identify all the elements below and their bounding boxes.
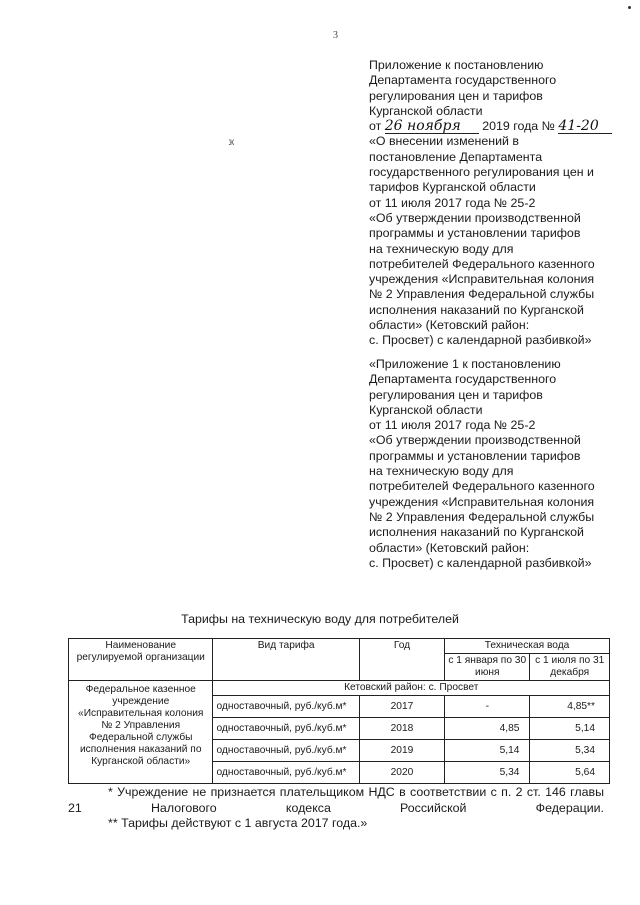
handwritten-date: 26 ноября [384, 118, 461, 135]
subject-line: с. Просвет) с календарной разбивкой» [369, 333, 592, 348]
header-technical-water: Техническая вода [445, 639, 610, 654]
scan-mark: :к [228, 137, 234, 148]
period-2-cell: 5,14 [530, 718, 610, 740]
appendix-line: «Приложение 1 к постановлению [369, 357, 561, 371]
subject-line: тарифов Курганской области [369, 180, 536, 195]
year-cell: 2019 [359, 740, 444, 762]
appendix-line: № 2 Управления Федеральной службы [369, 509, 595, 524]
resolution-header [369, 58, 631, 349]
date-suffix: 2019 года № [482, 119, 555, 134]
tariff-kind-cell: одноставочный, руб./куб.м* [213, 718, 359, 740]
period-2-cell: 5,64 [530, 762, 610, 784]
appendix-line: программы и установлении тарифов [369, 448, 581, 463]
header-year: Год [359, 639, 444, 681]
appendix-line: с. Просвет) с календарной разбивкой» [369, 555, 592, 570]
appendix-line: области» (Кетовский район: [369, 540, 530, 555]
region-label: Кетовский район: с. Просвет [213, 681, 610, 696]
tariffs-table [68, 638, 610, 784]
subject-line: государственного регулирования цен и [369, 165, 594, 180]
header-period-2: с 1 июля по 31 декабря [530, 654, 610, 681]
appendix-line: Курганской области [369, 402, 483, 417]
year-cell: 2017 [359, 696, 444, 718]
date-prefix: от [369, 119, 382, 134]
page-number: 3 [333, 30, 338, 41]
table-header-row [69, 639, 610, 654]
appendix-line: от 11 июля 2017 года № 25-2 [369, 418, 536, 433]
header-period-1: с 1 января по 30 июня [445, 654, 530, 681]
tariff-kind-cell: одноставочный, руб./куб.м* [213, 762, 359, 784]
appendix-line: на техническую воду для [369, 464, 514, 479]
subject-line: постановление Департамента [369, 149, 543, 164]
year-cell: 2018 [359, 718, 444, 740]
date-line [369, 119, 631, 134]
region-row [69, 681, 610, 696]
footnote-vat: * Учреждение не признается плательщиком НДС в соответствии с п. 2 ст. 146 главы 21 Налогового кодекса Российской Федерации. [68, 785, 604, 815]
header-organization: Наименование регулируемой организации [69, 639, 213, 681]
appendix-line: учреждения «Исправительная колония [369, 494, 595, 509]
subject-line: исполнения наказаний по Курганской [369, 302, 584, 317]
period-1-cell: 4,85 [445, 718, 530, 740]
header-line: Приложение к постановлению [369, 58, 544, 72]
subject-line: на техническую воду для [369, 241, 514, 256]
organization-name: Федеральное казенное учреждение «Исправительная колония № 2 Управления Федеральной службы исполнения наказаний по Курганской области» [69, 681, 213, 784]
subject-line: «О внесении изменений в [369, 134, 519, 149]
period-1-cell: - [445, 696, 530, 718]
subject-line: от 11 июля 2017 года № 25-2 [369, 195, 536, 210]
subject-line: программы и установлении тарифов [369, 226, 581, 241]
subject-line: учреждения «Исправительная колония [369, 272, 595, 287]
subject-line: № 2 Управления Федеральной службы [369, 287, 595, 302]
period-1-cell: 5,14 [445, 740, 530, 762]
handwritten-number: 41-20 [558, 118, 599, 135]
number-field [558, 120, 612, 134]
header-line: регулирования цен и тарифов [369, 88, 543, 103]
table-title: Тарифы на техническую воду для потребителей [181, 612, 459, 626]
period-1-cell: 5,34 [445, 762, 530, 784]
appendix-line: Департамента государственного [369, 372, 557, 387]
scan-dot [628, 6, 631, 9]
header-line: Департамента государственного [369, 73, 557, 88]
appendix-line: потребителей Федерального казенного [369, 479, 595, 494]
appendix-line: регулирования цен и тарифов [369, 387, 543, 402]
subject-line: «Об утверждении производственной [369, 210, 581, 225]
header-tariff-kind: Вид тарифа [213, 639, 359, 681]
tariff-kind-cell: одноставочный, руб./куб.м* [213, 740, 359, 762]
footnote-effective-date: ** Тарифы действуют с 1 августа 2017 года.» [108, 816, 368, 830]
appendix-line: «Об утверждении производственной [369, 433, 581, 448]
header-line: Курганской области [369, 103, 483, 118]
appendix-header [369, 357, 631, 571]
period-2-cell: 4,85** [530, 696, 610, 718]
subject-line: области» (Кетовский район: [369, 318, 530, 333]
tariff-kind-cell: одноставочный, руб./куб.м* [213, 696, 359, 718]
subject-line: потребителей Федерального казенного [369, 256, 595, 271]
date-field [385, 120, 479, 134]
year-cell: 2020 [359, 762, 444, 784]
footnotes [68, 785, 604, 832]
appendix-line: исполнения наказаний по Курганской [369, 525, 584, 540]
period-2-cell: 5,34 [530, 740, 610, 762]
